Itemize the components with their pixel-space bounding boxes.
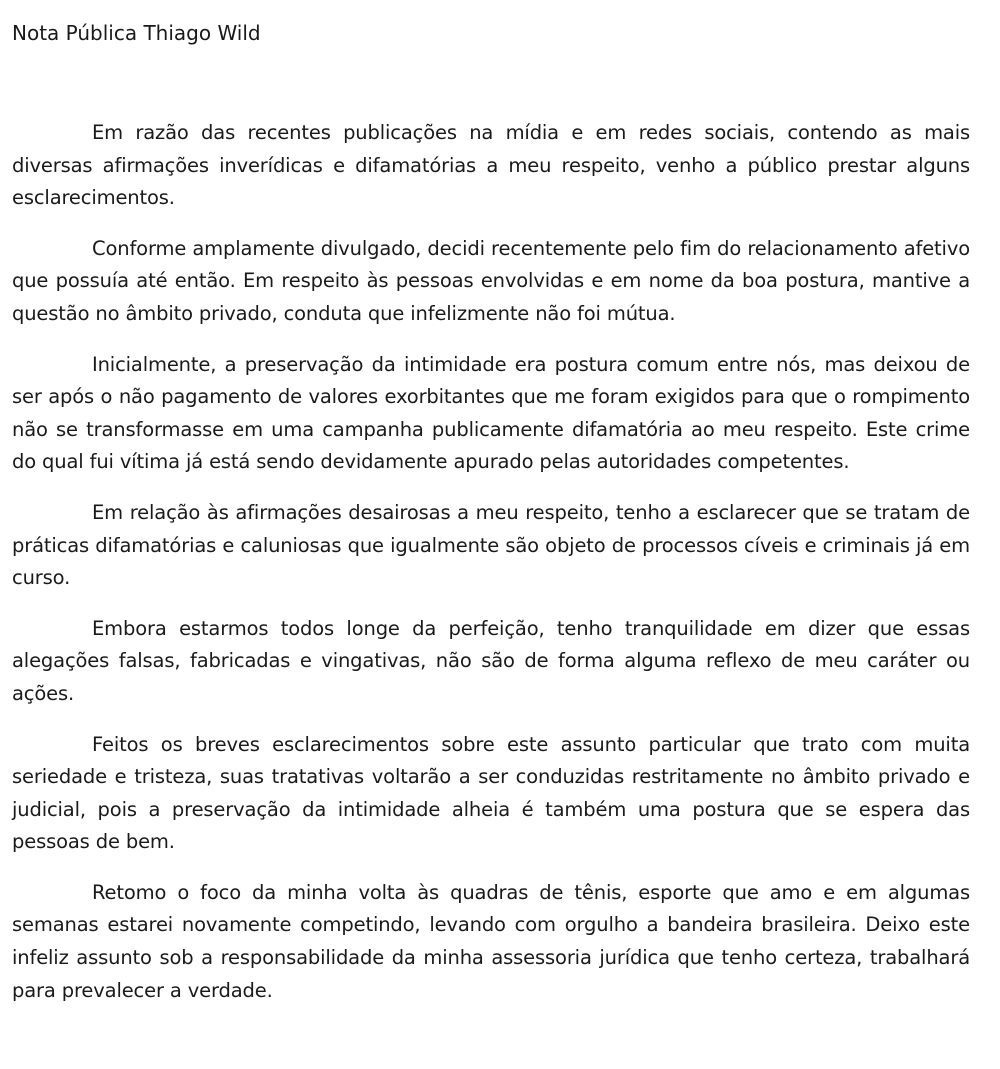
paragraph-tennis: Retomo o foco da minha volta às quadras de tênis, esporte que amo e em algumas semanas estarei novamente competindo, levando com orgulho a bandeira brasileira. Deixo este infeliz assunto sob a responsabilidade da minha assessoria jurídica que tenho certeza, trabalhará para prevalecer a verdade. <box>12 880 970 1002</box>
document-title: Nota Pública Thiago Wild <box>12 21 261 45</box>
paragraph-allegations: Em relação às afirmações desairosas a meu respeito, tenho a esclarecer que se tratam de práticas difamatórias e caluniosas que igualmente são objeto de processos cíveis e criminais já em curso. <box>12 500 970 590</box>
paragraph-privacy: Feitos os breves esclarecimentos sobre este assunto particular que trato com muita seriedade e tristeza, suas tratativas voltarão a ser conduzidas restritamente no âmbito privado e judicial, pois a preservação da intimidade alheia é também uma postura que se espera das pessoas de bem. <box>12 732 970 854</box>
paragraph-extortion: Inicialmente, a preservação da intimidade era postura comum entre nós, mas deixou de ser após o não pagamento de valores exorbitantes que me foram exigidos para que o rompimento não se transformasse em uma campanha publicamente difamatória ao meu respeito. Este crime do qual fui vítima já está sendo devidamente apurado pelas autoridades competentes. <box>12 352 970 474</box>
paragraph-character: Embora estarmos todos longe da perfeição, tenho tranquilidade em dizer que essas alegações falsas, fabricadas e vingativas, não são de forma alguma reflexo de meu caráter ou ações. <box>12 616 970 705</box>
paragraph-relationship: Conforme amplamente divulgado, decidi recentemente pelo fim do relacionamento afetivo que possuía até então. Em respeito às pessoas envolvidas e em nome da boa postura, mantive a questão no âmbito privado, conduta que infelizmente não foi mútua. <box>12 236 970 325</box>
paragraph-intro: Em razão das recentes publicações na mídia e em redes sociais, contendo as mais diversas afirmações inverídicas e difamatórias a meu respeito, venho a público prestar alguns esclarecimentos. <box>12 121 970 210</box>
document-body <box>12 117 970 1025</box>
